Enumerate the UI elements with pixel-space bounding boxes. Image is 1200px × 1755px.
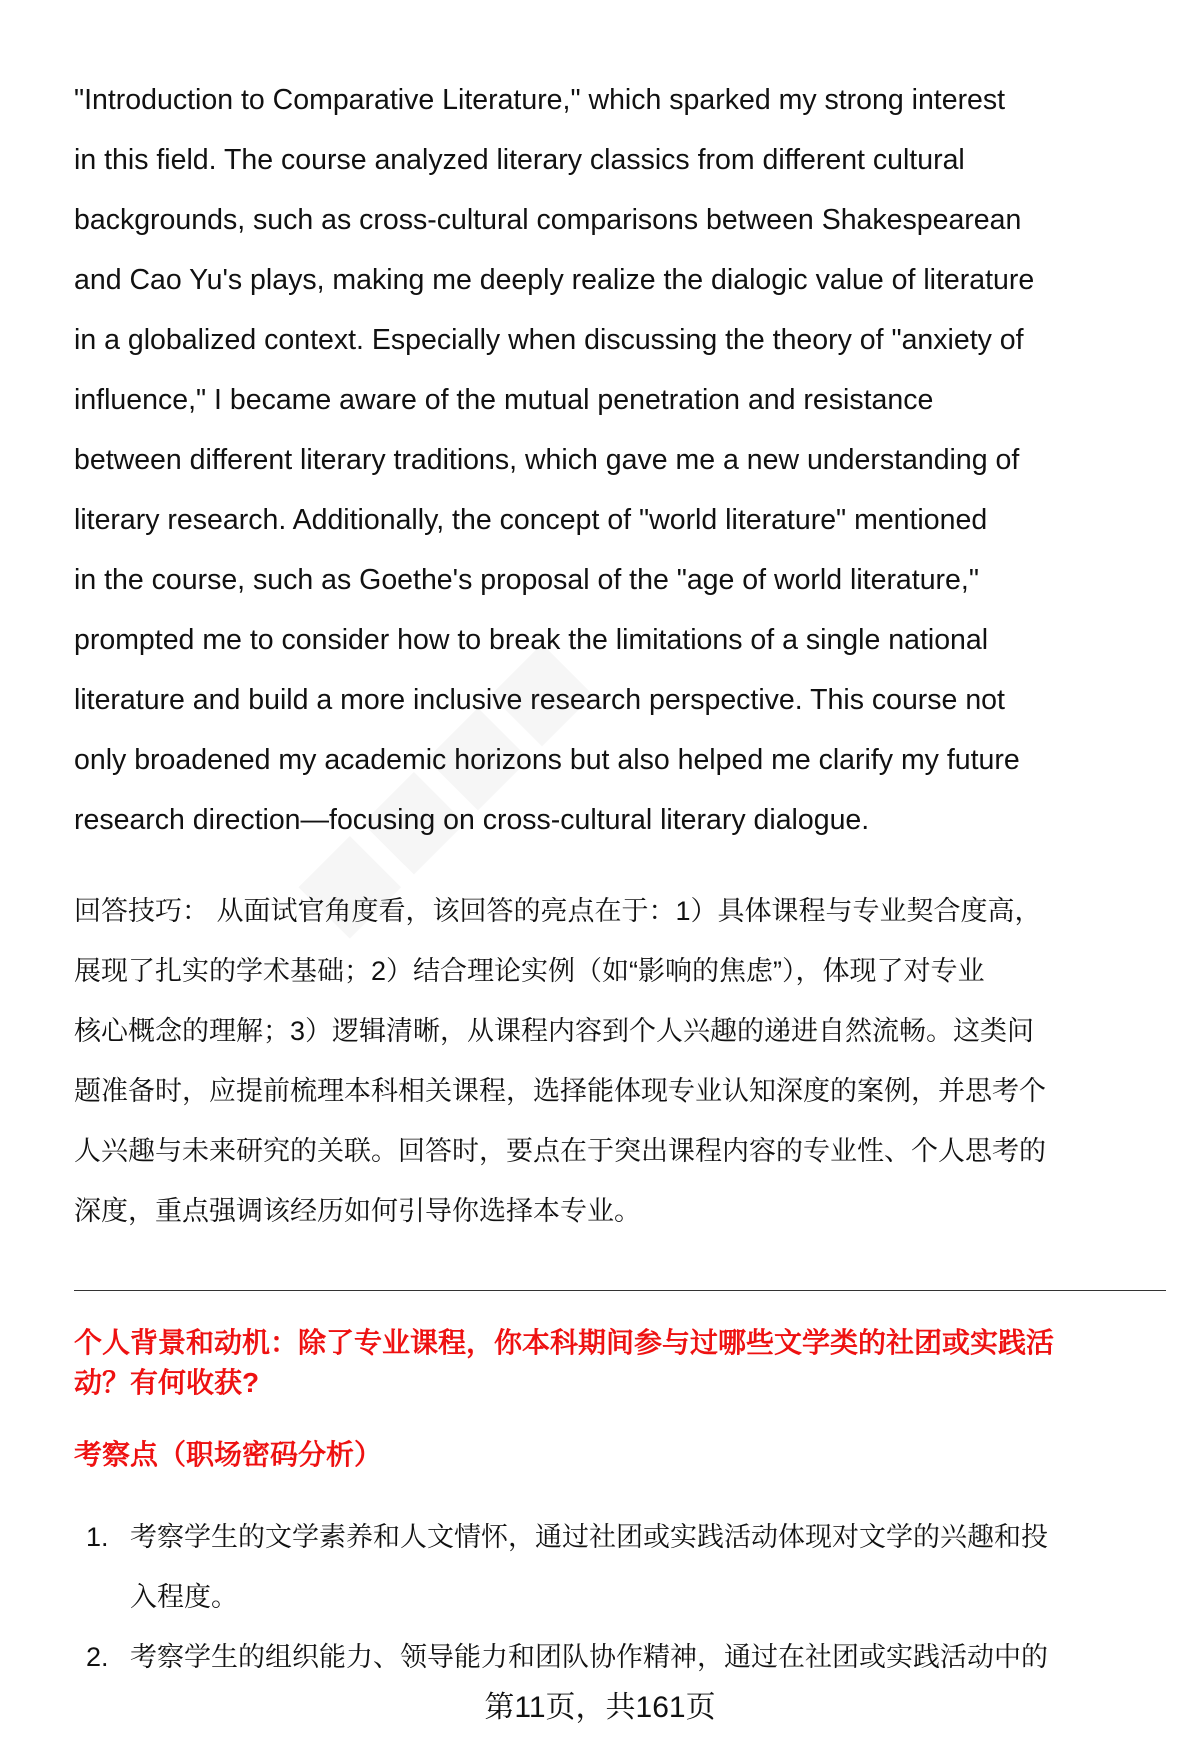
section-divider — [74, 1290, 1166, 1291]
list-number: 1. — [86, 1522, 109, 1552]
list-item-line: 考察学生的组织能力、领导能力和团队协作精神，通过在社团或实践活动中的 — [130, 1642, 1048, 1672]
list-item-line: 入程度。 — [130, 1582, 238, 1612]
answer-line: "Introduction to Comparative Literature," which sparked my strong interest — [74, 84, 1006, 116]
question-line: 个人背景和动机：除了专业课程，你本科期间参与过哪些文学类的社团或实践活 — [74, 1327, 1055, 1358]
tips-line: 展现了扎实的学术基础；2）结合理论实例（如“影响的焦虑”），体现了对专业 — [74, 956, 985, 986]
answer-line: literary research. Additionally, the concept of "world literature" mentioned — [74, 504, 988, 536]
tips-line: 回答技巧： 从面试官角度看，该回答的亮点在于：1）具体课程与专业契合度高， — [74, 896, 1042, 926]
answer-line: influence," I became aware of the mutual penetration and resistance — [74, 384, 934, 416]
answer-line: between different literary traditions, which gave me a new understanding of — [74, 444, 1020, 476]
answer-line: in a globalized context. Especially when discussing the theory of "anxiety of — [74, 324, 1024, 356]
tips-line: 深度，重点强调该经历如何引导你选择本专业。 — [74, 1196, 641, 1226]
tips-line: 题准备时，应提前梳理本科相关课程，选择能体现专业认知深度的案例，并思考个 — [74, 1076, 1046, 1106]
tips-line: 人兴趣与未来研究的关联。回答时，要点在于突出课程内容的专业性、个人思考的 — [74, 1136, 1046, 1166]
list-item-line: 考察学生的文学素养和人文情怀，通过社团或实践活动体现对文学的兴趣和投 — [130, 1522, 1048, 1552]
page-footer: 第11页，共161页 — [484, 1691, 716, 1724]
answer-line: in the course, such as Goethe's proposal of the "age of world literature," — [74, 564, 979, 596]
section-title: 考察点（职场密码分析） — [74, 1439, 383, 1470]
answer-line: and Cao Yu's plays, making me deeply realize the dialogic value of literature — [74, 264, 1035, 296]
answer-line: only broadened my academic horizons but also helped me clarify my future — [74, 744, 1020, 776]
answer-line: research direction—focusing on cross-cultural literary dialogue. — [74, 804, 870, 836]
answer-line: prompted me to consider how to break the limitations of a single national — [74, 624, 989, 656]
answer-line: in this field. The course analyzed literary classics from different cultural — [74, 144, 965, 176]
answer-line: backgrounds, such as cross-cultural comparisons between Shakespearean — [74, 204, 1022, 236]
list-number: 2. — [86, 1642, 109, 1672]
answer-line: literature and build a more inclusive research perspective. This course not — [74, 684, 1005, 716]
question-line: 动？有何收获? — [74, 1367, 260, 1398]
tips-line: 核心概念的理解；3）逻辑清晰，从课程内容到个人兴趣的递进自然流畅。这类问 — [74, 1016, 1035, 1046]
